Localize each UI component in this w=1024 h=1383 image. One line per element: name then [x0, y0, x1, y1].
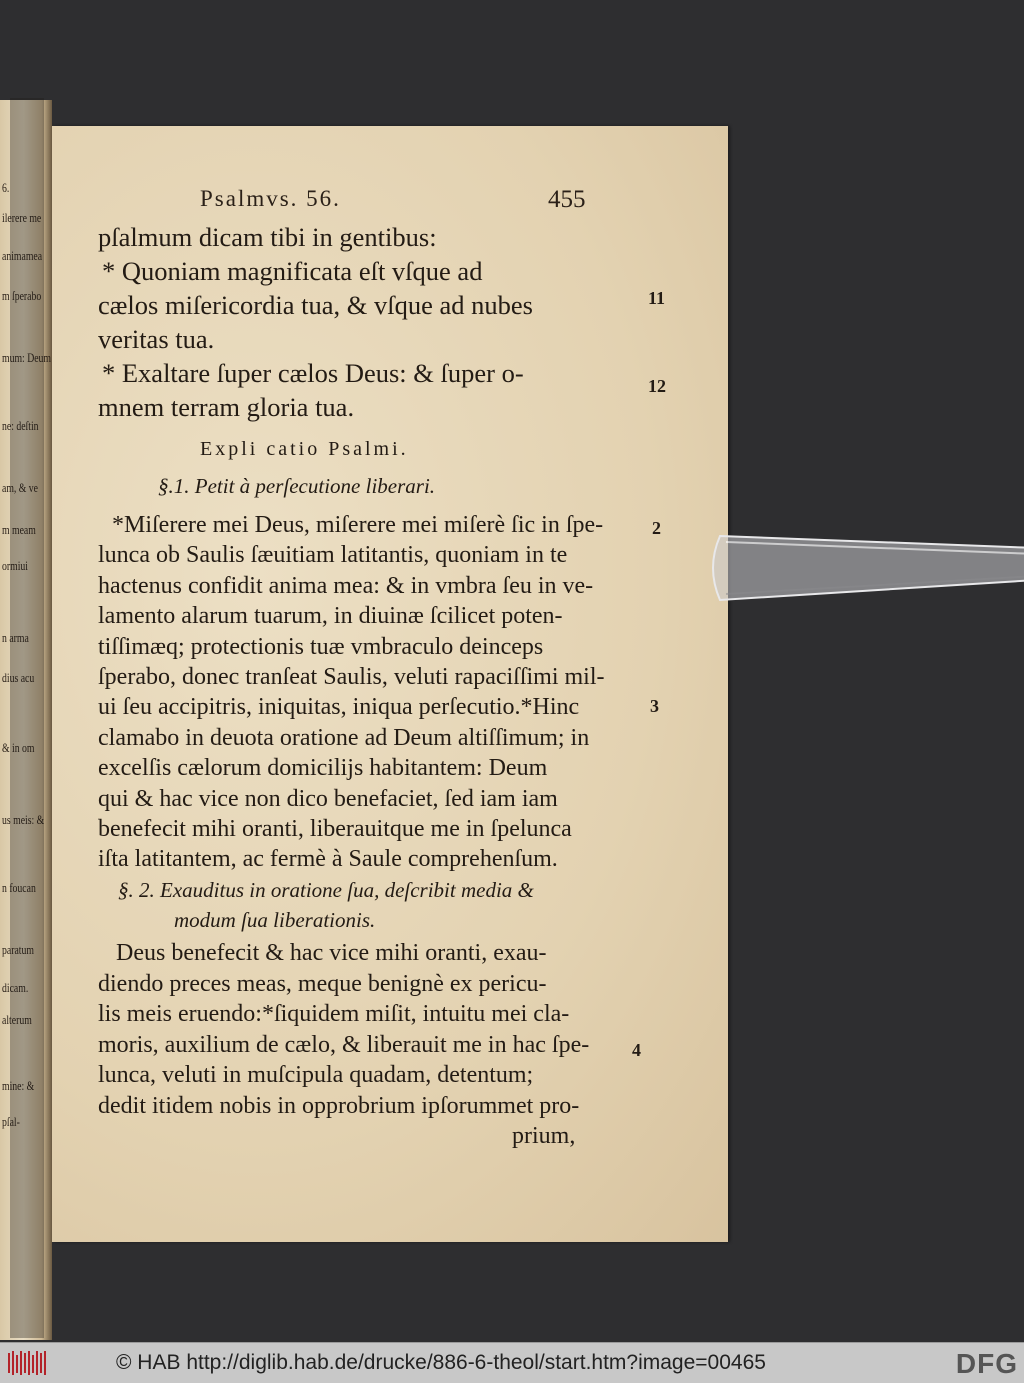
- margin-verse-number: 4: [632, 1040, 641, 1060]
- left-page-text-fragment: n arma: [2, 630, 29, 645]
- verse-line: veritas tua.: [98, 324, 215, 354]
- left-page-text-fragment: animamea: [2, 248, 43, 263]
- left-page-text-fragment: n foucan: [2, 880, 36, 895]
- section-heading: Expli catio Psalmi.: [200, 438, 409, 460]
- section2-line: lis meis eruendo:*ſiquidem miſit, intuitu mei cla-: [98, 1001, 570, 1027]
- verse-line: pſalmum dicam tibi in gentibus:: [98, 222, 437, 252]
- left-page-text-fragment: ormiui: [2, 558, 29, 573]
- section1-line: ui ſeu accipitris, iniquitas, iniqua perſecutio.*Hinc: [98, 694, 580, 721]
- margin-verse-number: 3: [650, 696, 659, 716]
- left-page-text-fragment: mine: &: [2, 1078, 35, 1093]
- left-page-text-fragment: alterum: [2, 1012, 32, 1027]
- dfg-logo: DFG: [955, 1348, 1018, 1379]
- section1-line: benefecit mihi oranti, liberauitque me in ſpelunca: [98, 816, 572, 842]
- section1-line: qui & hac vice non dico benefaciet, ſed iam iam: [98, 785, 558, 812]
- section2-title-line2: modum ſua liberationis.: [174, 908, 376, 932]
- left-page-text-fragment: & in om: [2, 740, 35, 755]
- left-page-text-fragment: am, & ve: [2, 480, 39, 495]
- barcode-icon: [8, 1349, 46, 1377]
- footer-bar: [0, 1342, 1024, 1383]
- section1-line: lamento alarum tuarum, in diuinæ ſcilicet poten-: [98, 603, 563, 630]
- left-page-text-fragment: dicam.: [2, 980, 29, 995]
- margin-verse-number: 2: [652, 518, 661, 538]
- left-page-text-fragment: mum: Deum: [2, 350, 52, 365]
- left-page-text-fragment: dius acu: [2, 670, 35, 685]
- section2-line: dedit itidem nobis in opprobrium ipſorummet pro-: [98, 1092, 580, 1119]
- section1-line: *Miſerere mei Deus, miſerere mei miſerè ſic in ſpe-: [112, 512, 604, 538]
- glass-page-holder: [706, 528, 1024, 608]
- verse-line: * Exaltare ſuper cælos Deus: & ſuper o-: [102, 358, 524, 388]
- verse-line: * Quoniam magnificata eſt vſque ad: [102, 256, 483, 286]
- section1-line: tiſſimæq; protectionis tuæ vmbraculo deinceps: [98, 633, 544, 660]
- running-head-title: Psalmvs. 56.: [200, 186, 341, 211]
- section1-line: ſperabo, donec tranſeat Saulis, veluti rapaciſſimi mil-: [98, 664, 605, 690]
- section2-line: lunca, veluti in muſcipula quadam, detentum;: [98, 1062, 534, 1088]
- left-page-text-fragment: ilerere me: [2, 210, 42, 225]
- section2-line: moris, auxilium de cælo, & liberauit me in hac ſpe-: [98, 1031, 590, 1058]
- section1-line: hactenus confidit anima mea: & in vmbra ſeu in ve-: [98, 572, 594, 599]
- section2-line: Deus benefecit & hac vice mihi oranti, exau-: [116, 940, 547, 966]
- left-page-text-fragment: ne: deſtin: [2, 418, 39, 433]
- left-page-text-fragment: paratum: [2, 942, 34, 957]
- margin-verse-number: 12: [648, 376, 666, 396]
- section1-line: excelſis cælorum domicilijs habitantem: Deum: [98, 755, 548, 782]
- section1-line: lunca ob Saulis ſæuitiam latitantis, quoniam in te: [98, 542, 568, 569]
- verse-line: mnem terram gloria tua.: [98, 392, 355, 422]
- page-edge-shadow: [10, 98, 44, 1338]
- left-page-text-fragment: pſal-: [2, 1114, 20, 1129]
- left-page-text-fragment: us meis: &: [2, 812, 45, 827]
- left-page-text-fragment: m ſperabo: [2, 288, 42, 303]
- page-number: 455: [548, 186, 586, 213]
- section2-title-line1: §. 2. Exauditus in oratione ſua, deſcribit media &: [118, 878, 534, 902]
- section1-line: clamabo in deuota oratione ad Deum altiſſimum; in: [98, 724, 590, 751]
- margin-verse-number: 11: [648, 288, 666, 308]
- copyright-link[interactable]: © HAB http://diglib.hab.de/drucke/886-6-theol/start.htm?image=00465: [116, 1351, 766, 1374]
- section1-title: §.1. Petit à perſecutione liberari.: [158, 474, 436, 498]
- section2-line: diendo preces meas, meque benignè ex pericu-: [98, 970, 547, 997]
- section1-line: iſta latitantem, ac fermè à Saule comprehenſum.: [98, 846, 558, 873]
- left-page-text-fragment: 6.: [2, 180, 10, 195]
- verse-line: cælos miſericordia tua, & vſque ad nubes: [98, 290, 533, 320]
- left-page-text-fragment: m meam: [2, 522, 36, 537]
- section2-line: prium,: [512, 1123, 576, 1149]
